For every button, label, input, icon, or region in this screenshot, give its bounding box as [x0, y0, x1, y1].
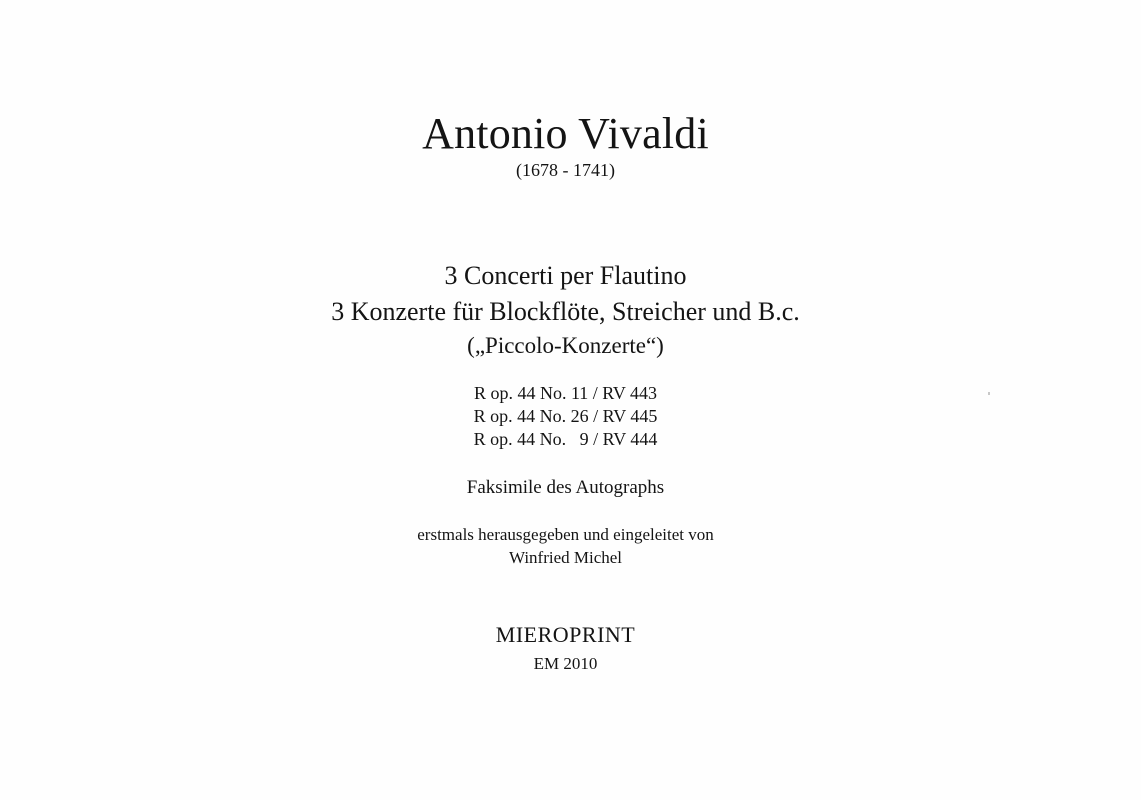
work-nickname: („Piccolo-Konzerte“)	[467, 333, 664, 358]
catalog-number: R op. 44 No. 11 / RV 443	[473, 383, 658, 403]
edition-number: EM 2010	[533, 654, 598, 673]
catalog-number: R op. 44 No. 26 / RV 445	[473, 406, 658, 426]
editor-name: Winfried Michel	[508, 548, 623, 567]
paper-speck	[988, 392, 990, 395]
catalog-number: R op. 44 No. 9 / RV 444	[473, 429, 658, 449]
composer-name: Antonio Vivaldi	[422, 109, 709, 158]
facsimile-note: Faksimile des Autographs	[466, 477, 665, 498]
work-title-italian: 3 Concerti per Flautino	[444, 261, 687, 290]
work-title-german: 3 Konzerte für Blockflöte, Streicher und B.c.	[331, 297, 800, 326]
publisher-name: MIEROPRINT	[495, 622, 636, 647]
composer-dates: (1678 - 1741)	[516, 160, 615, 180]
editor-note: erstmals herausgegeben und eingeleitet von	[417, 525, 714, 544]
